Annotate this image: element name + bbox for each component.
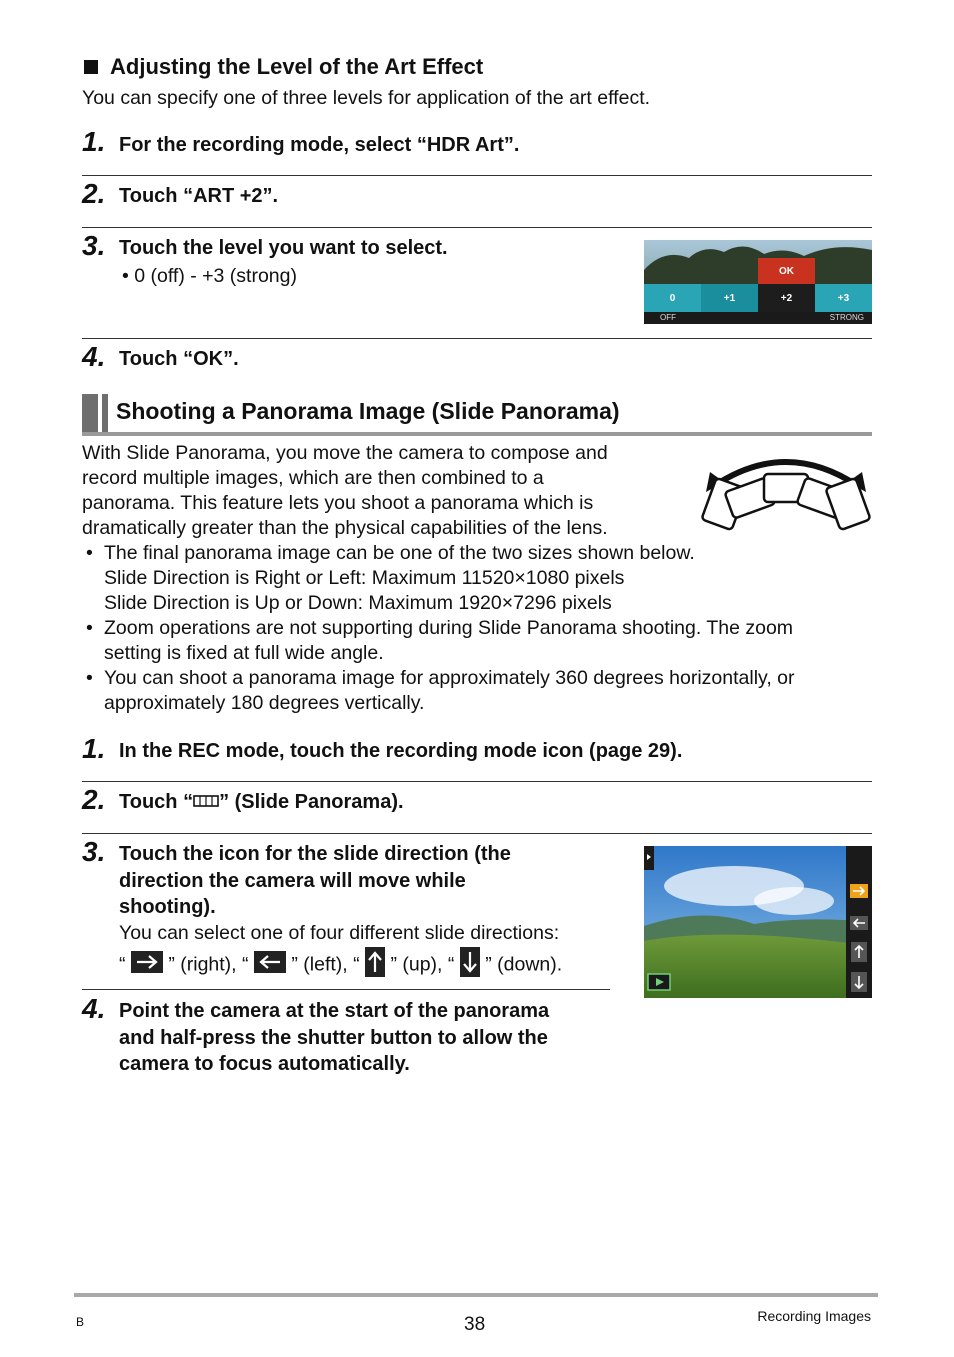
subsection-heading xyxy=(84,54,483,80)
step-text xyxy=(119,998,549,1078)
step-divider xyxy=(82,833,872,834)
zoom-bullet: • xyxy=(86,617,93,639)
step-number: 2. xyxy=(82,178,106,209)
off-label: OFF xyxy=(660,313,676,322)
step-text-part: Touch “ xyxy=(119,791,194,813)
direction-detail: You can select one of four different slide directions: xyxy=(119,922,560,944)
level-1-button[interactable]: +1 xyxy=(723,292,736,304)
step-number: 4. xyxy=(82,341,106,372)
step-line: camera to focus automatically. xyxy=(119,1053,410,1075)
slide-panorama-icon xyxy=(193,789,219,816)
footer-left: B xyxy=(76,1315,85,1329)
intro-line: panorama. This feature lets you shoot a panorama which is xyxy=(82,492,594,514)
camera-sweep-illustration xyxy=(700,448,872,534)
level-2-button[interactable]: +2 xyxy=(780,292,793,304)
bullet-line: You can shoot a panorama image for approximately 360 degrees horizontally, or xyxy=(104,667,795,689)
step-text: Touch the level you want to select. xyxy=(119,237,448,259)
step-line: Point the camera at the start of the panorama xyxy=(119,1000,550,1022)
bullet-line: approximately 180 degrees vertically. xyxy=(104,692,425,714)
bullet-line: Slide Direction is Up or Down: Maximum 1920×7296 pixels xyxy=(104,592,612,614)
direction-label: ” (down). xyxy=(485,953,563,976)
intro-line: record multiple images, which are then combined to a xyxy=(82,467,544,489)
up-arrow-icon xyxy=(365,947,385,984)
step-line: direction the camera will move while xyxy=(119,869,466,892)
quote: “ xyxy=(119,953,126,976)
direction-label: ” (right), “ xyxy=(168,953,249,976)
bullet-line: The final panorama image can be one of the two sizes shown below. xyxy=(104,542,695,564)
landscape-preview xyxy=(644,846,872,998)
step-number: 1. xyxy=(82,733,106,764)
zoom-bullet-text xyxy=(104,616,793,666)
heading-bar xyxy=(82,394,98,432)
footer-chapter: Recording Images xyxy=(757,1308,871,1324)
step-divider xyxy=(82,227,872,228)
step-divider xyxy=(82,338,872,339)
bullet-line: Slide Direction is Right or Left: Maximum 11520×1080 pixels xyxy=(104,567,625,589)
step-divider xyxy=(82,175,872,176)
ok-button[interactable]: OK xyxy=(779,265,794,277)
step-number: 3. xyxy=(82,230,106,261)
step-number: 2. xyxy=(82,784,106,815)
step-text: For the recording mode, select “HDR Art”. xyxy=(119,134,520,156)
step-text: Touch “ART +2”. xyxy=(119,185,279,207)
degrees-bullet: • xyxy=(86,667,93,689)
step-line: shooting). xyxy=(119,896,216,918)
level-3-button[interactable]: +3 xyxy=(837,292,850,304)
step-line: Touch the icon for the slide direction (the xyxy=(119,843,511,865)
section-title: Shooting a Panorama Image (Slide Panorama) xyxy=(116,398,620,424)
down-arrow-icon xyxy=(460,947,480,984)
direction-label: ” (up), “ xyxy=(390,953,455,976)
level-0-button[interactable]: 0 xyxy=(669,292,676,304)
step-text: In the REC mode, touch the recording mode icon (page 29). xyxy=(119,740,683,762)
square-bullet-icon xyxy=(84,60,98,74)
heading-bar xyxy=(102,394,108,432)
step-text xyxy=(119,789,404,816)
bullet-line: setting is fixed at full wide angle. xyxy=(104,642,384,664)
step-number: 3. xyxy=(82,836,106,867)
left-arrow-icon xyxy=(254,951,286,980)
step-text-part: ” (Slide Panorama). xyxy=(219,791,404,813)
subsection-title: Adjusting the Level of the Art Effect xyxy=(110,54,484,79)
step-line: and half-press the shutter button to allow the xyxy=(119,1026,548,1049)
section-heading xyxy=(82,394,872,436)
degrees-bullet-text xyxy=(104,666,795,716)
step-divider xyxy=(82,781,872,782)
step-number: 4. xyxy=(82,993,106,1024)
step-text xyxy=(119,841,511,921)
right-arrow-icon xyxy=(131,951,163,980)
step-divider xyxy=(82,989,610,990)
art-intro: You can specify one of three levels for application of the art effect. xyxy=(82,87,651,109)
bullet-line: Zoom operations are not supporting during Slide Panorama shooting. The zoom xyxy=(104,617,794,639)
step-text: Touch “OK”. xyxy=(119,348,239,370)
size-bullet: • xyxy=(86,542,93,564)
strong-label: STRONG xyxy=(829,313,864,322)
direction-list xyxy=(119,947,562,984)
page-number: 38 xyxy=(464,1314,486,1335)
intro-line: With Slide Panorama, you move the camera to compose and xyxy=(82,442,608,464)
intro-line: dramatically greater than the physical capabilities of the lens. xyxy=(82,517,608,539)
panorama-intro xyxy=(82,441,608,541)
panorama-screen-image xyxy=(644,846,872,998)
level-range-text: 0 (off) - +3 (strong) xyxy=(134,265,297,287)
level-screen-image xyxy=(644,240,872,324)
footer-rule xyxy=(74,1293,878,1297)
direction-label: ” (left), “ xyxy=(291,953,360,976)
size-bullet-text xyxy=(104,541,695,616)
step-number: 1. xyxy=(82,126,106,157)
level-range-bullet: • 0 (off) - +3 (strong) xyxy=(122,265,297,287)
camera-sweep-icon xyxy=(700,448,872,534)
